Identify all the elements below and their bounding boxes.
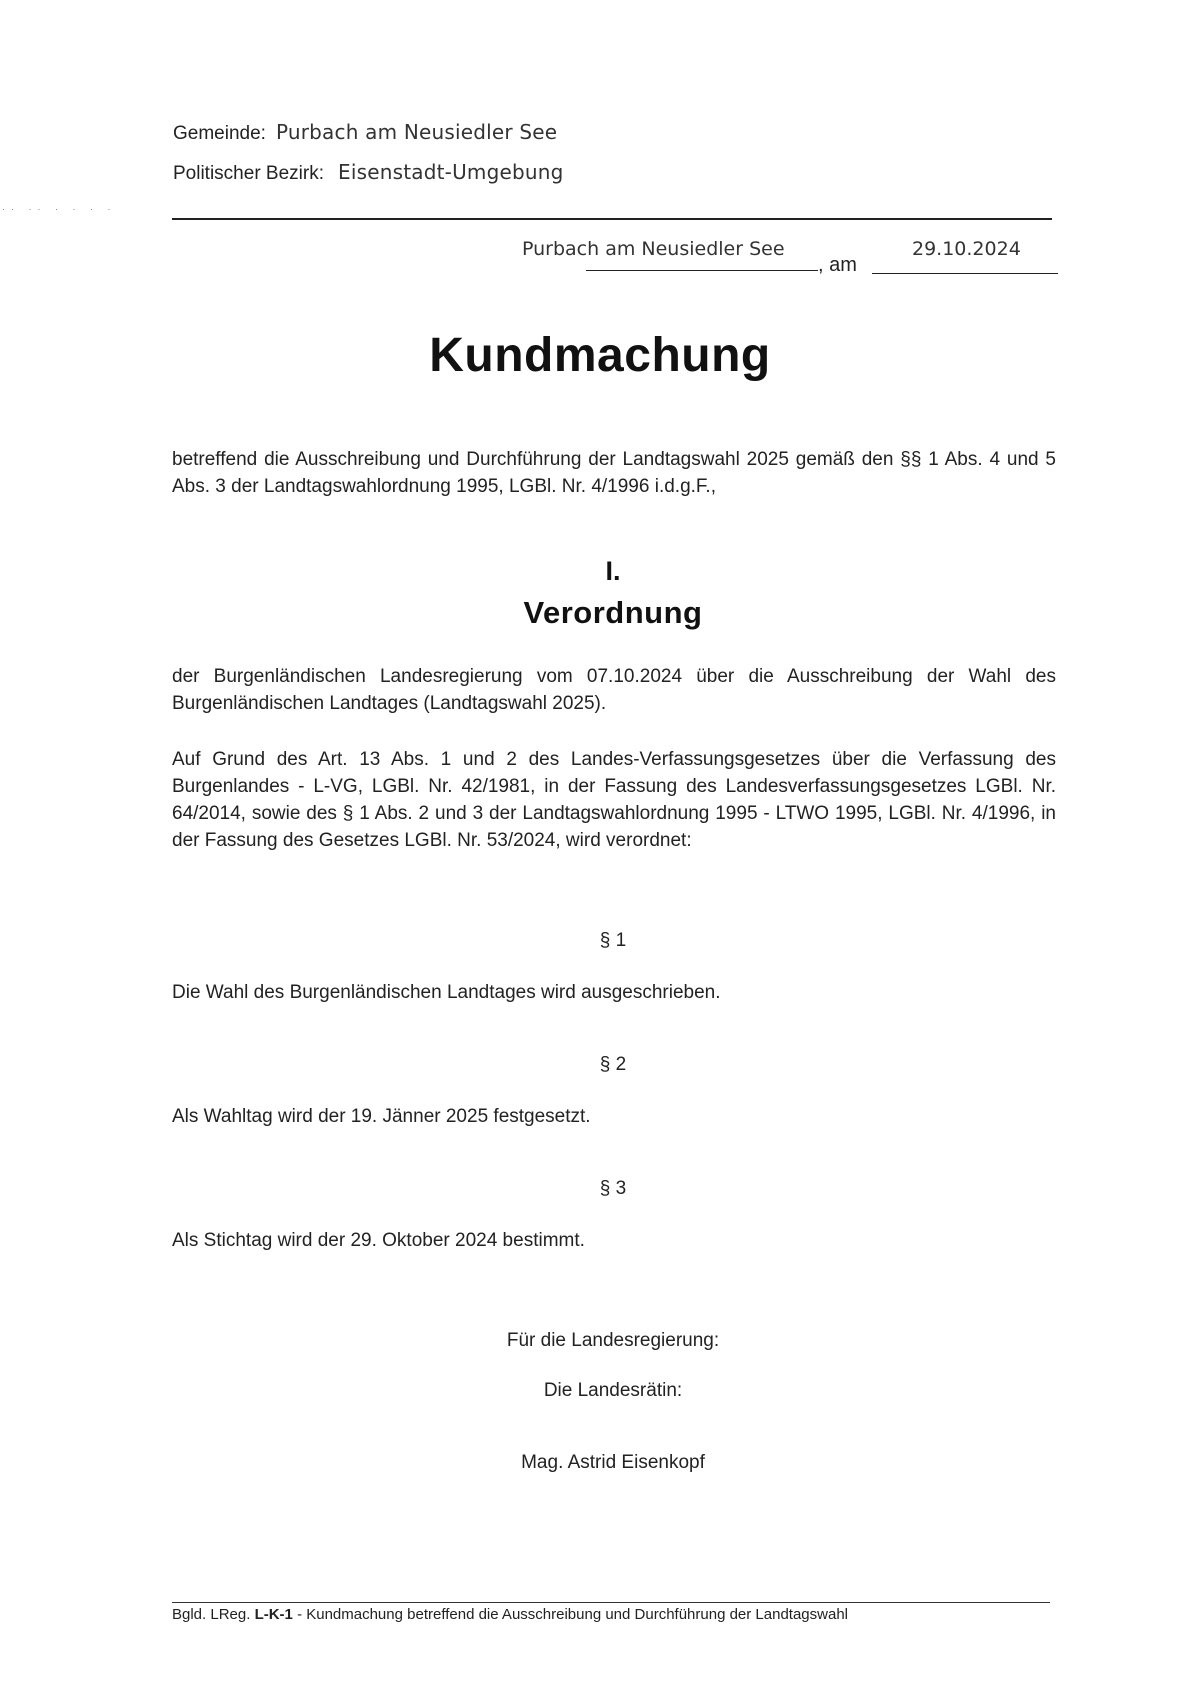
place-date-line [520, 238, 1060, 288]
scan-artifact: ·· ·· · · · · [2, 204, 117, 214]
header-bezirk [173, 160, 564, 185]
paragraph-sign-2: § 2 [599, 1054, 627, 1075]
footer-prefix: Bgld. LReg. [172, 1606, 251, 1623]
bezirk-label: Politischer Bezirk: [173, 163, 324, 184]
paragraph-sign-3: § 3 [599, 1178, 627, 1199]
legal-basis-paragraph: Auf Grund des Art. 13 Abs. 1 und 2 des Landes-Verfassungsgesetzes über die Verfassung des Burgenlandes - L-VG, LGBl. Nr. 42/1981, in der Fassung des Landesverfassungsgesetzes LGBl. Nr. 64/2014, sowie des § 1 Abs. 2 und 3 der Landtagswahlordnung 1995 - LTWO 1995, LGBl. Nr. 4/1996, in der Fassung des Gesetzes LGBl. Nr. 53/2024, wird verordnet: [172, 749, 1056, 851]
intro-paragraph: betreffend die Ausschreibung und Durchführung der Landtagswahl 2025 gemäß den §§ 1 Abs. 4 und 5 Abs. 3 der Landtagswahlordnung 1995, LGBl. Nr. 4/1996 i.d.g.F., [172, 449, 1056, 497]
bezirk-value: Eisenstadt-Umgebung [338, 160, 564, 184]
gemeinde-value: Purbach am Neusiedler See [275, 120, 558, 144]
signature-for: Für die Landesregierung: [506, 1330, 720, 1351]
section-title: Verordnung [523, 595, 703, 630]
section-number: I. [605, 556, 621, 586]
am-label: , am [818, 254, 857, 276]
document-title: Kundmachung [429, 329, 771, 382]
date-underline [872, 273, 1058, 274]
footer [172, 1606, 848, 1623]
paragraph-text-2: Als Wahltag wird der 19. Jänner 2025 festgesetzt. [172, 1106, 591, 1127]
date-value: 29.10.2024 [912, 238, 1021, 260]
footer-divider [172, 1602, 1050, 1603]
place-value: Purbach am Neusiedler See [522, 238, 785, 260]
paragraph-text-1: Die Wahl des Burgenländischen Landtages wird ausgeschrieben. [172, 982, 721, 1003]
gemeinde-label: Gemeinde: [173, 123, 266, 144]
paragraph-text-3: Als Stichtag wird der 29. Oktober 2024 bestimmt. [172, 1230, 585, 1251]
place-underline [586, 270, 818, 271]
signature-name: Mag. Astrid Eisenkopf [521, 1452, 705, 1473]
footer-text: - Kundmachung betreffend die Ausschreibung und Durchführung der Landtagswahl [297, 1606, 848, 1623]
signature-role: Die Landesrätin: [543, 1380, 683, 1401]
verordnung-intro-paragraph: der Burgenländischen Landesregierung vom 07.10.2024 über die Ausschreibung der Wahl des Burgenländischen Landtages (Landtagswahl 2025). [172, 666, 1056, 714]
header-gemeinde [173, 120, 557, 145]
footer-code: L-K-1 [254, 1606, 293, 1623]
paragraph-sign-1: § 1 [599, 930, 627, 951]
header-divider [172, 218, 1052, 220]
